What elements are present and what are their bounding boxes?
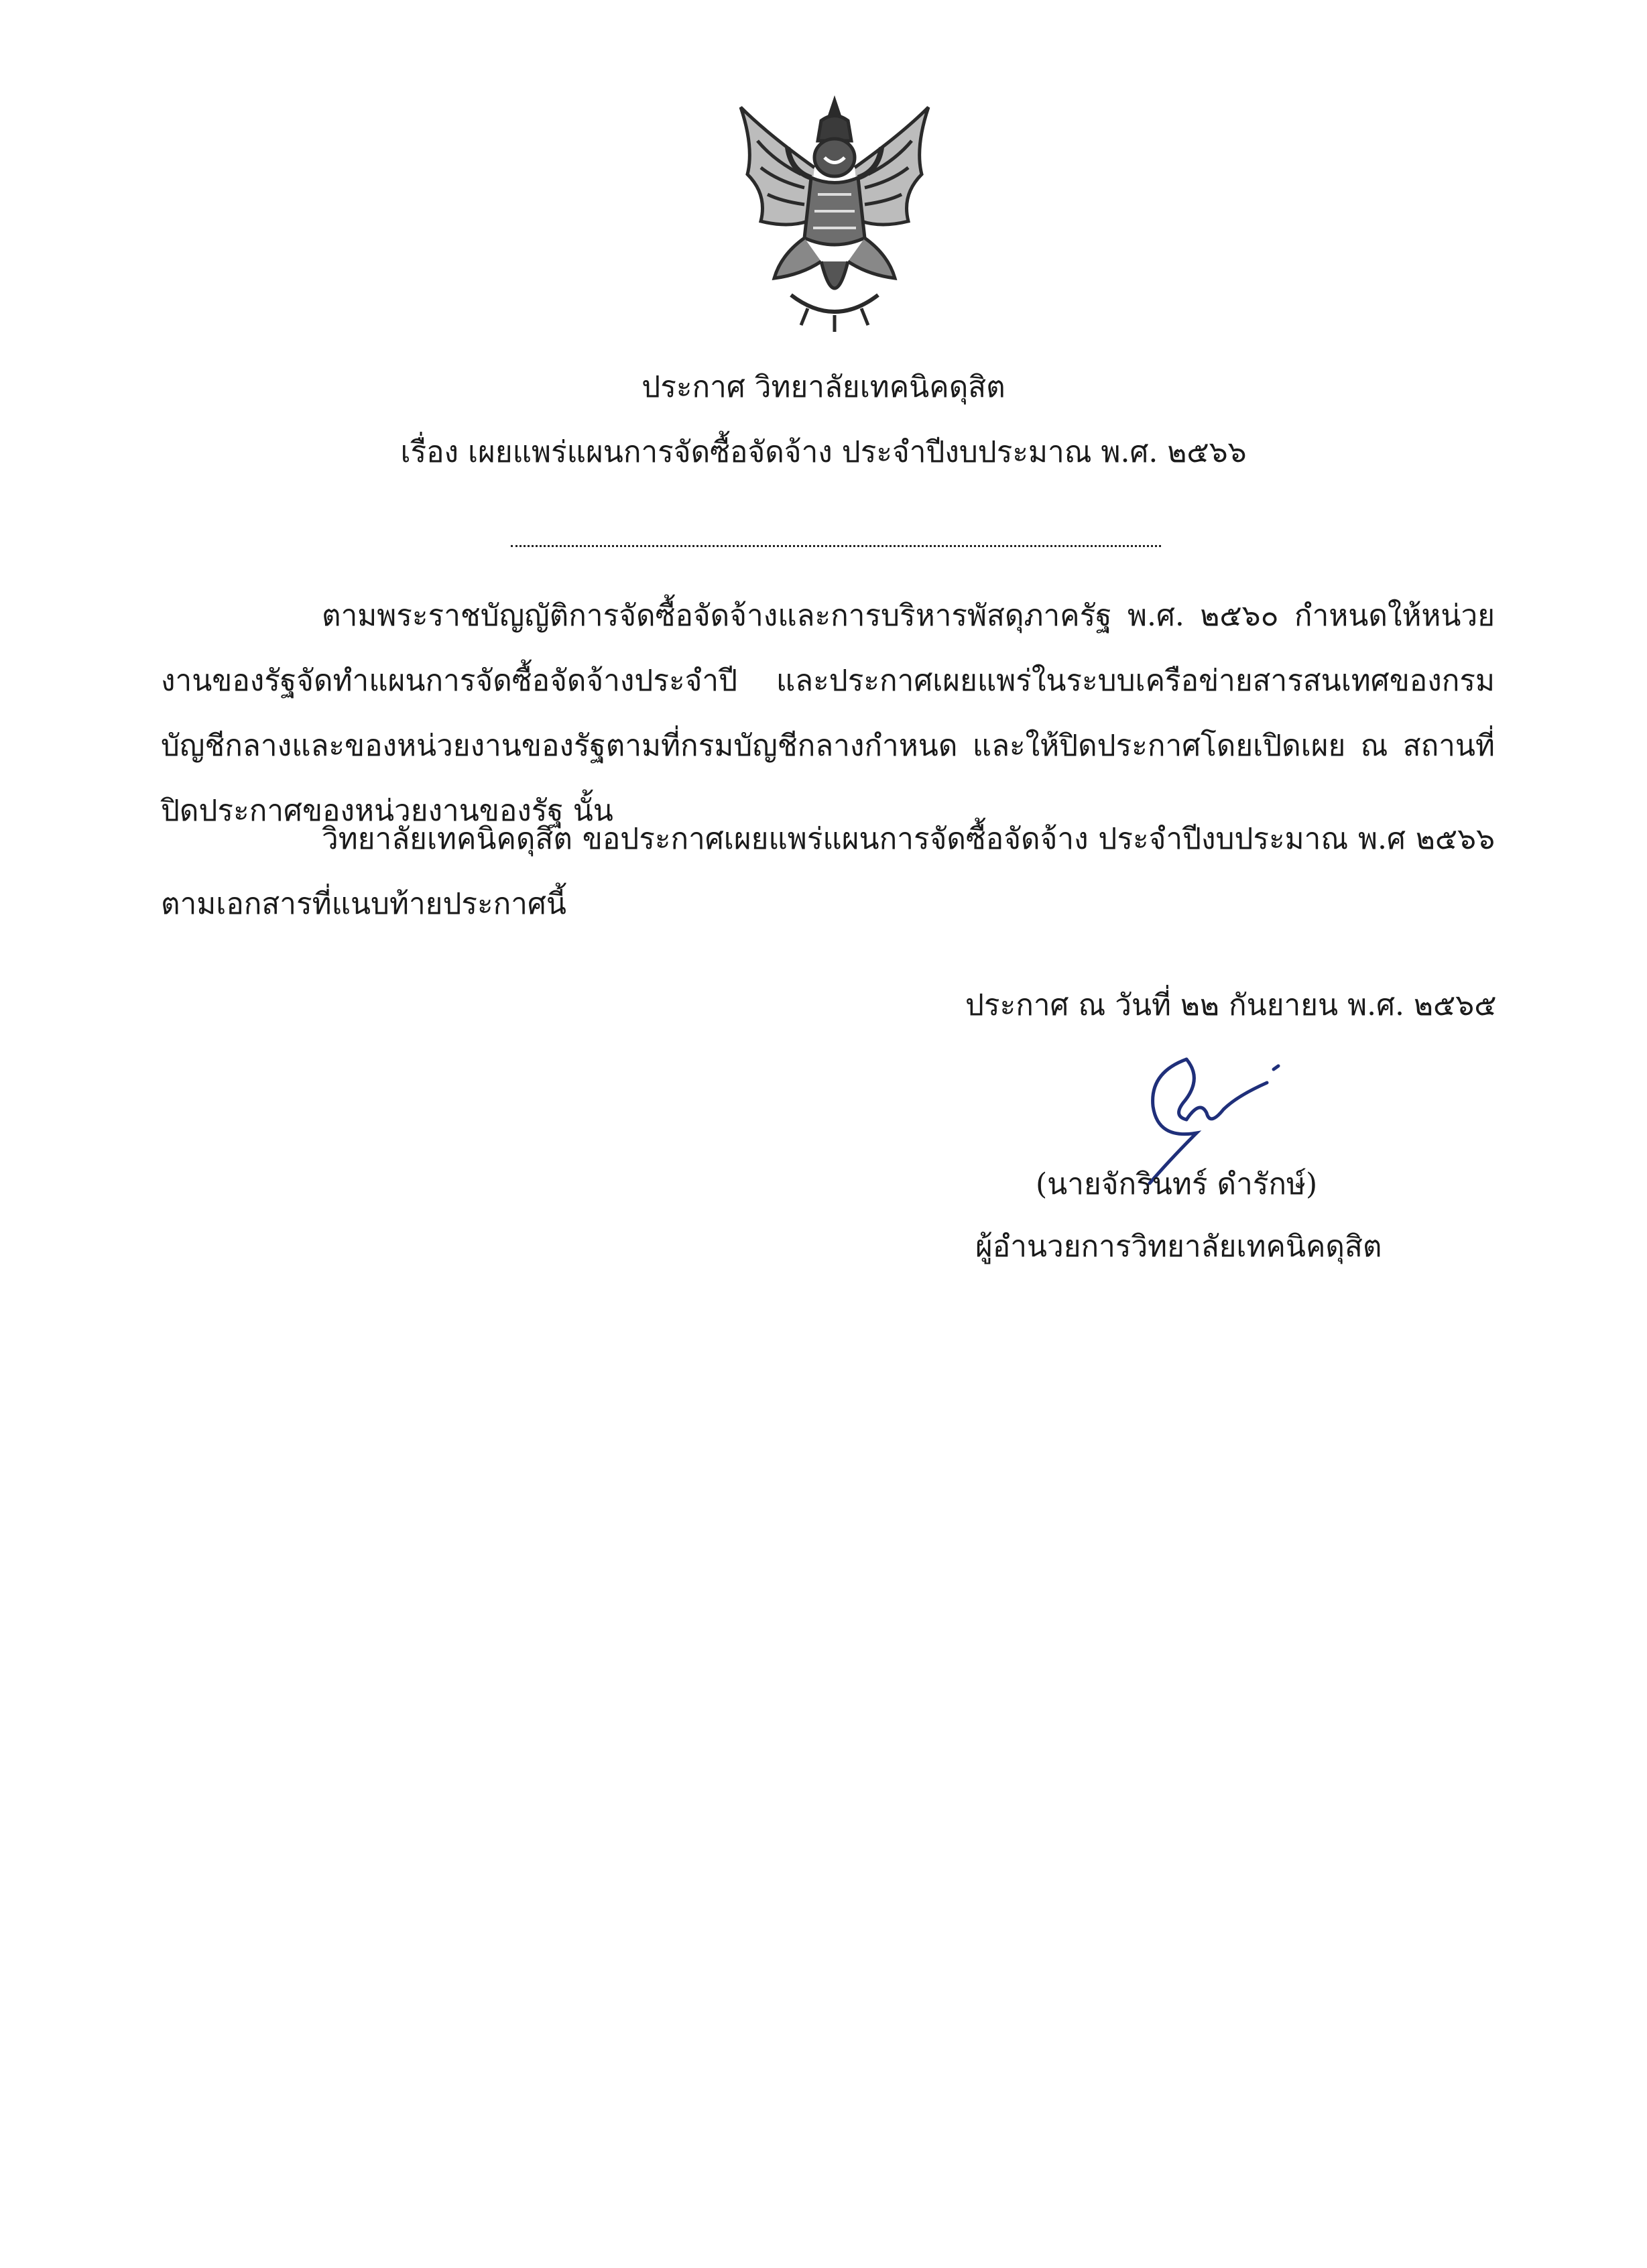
body-paragraph-1: ตามพระราชบัญญัติการจัดซื้อจัดจ้างและการบริหารพัสดุภาครัฐ พ.ศ. ๒๕๖๐ กำหนดให้หน่วยงานของรัฐจัดทำแผนการจัดซื้อจัดจ้างประจำปี และประกาศเผยแพร่ในระบบเครือข่ายสารสนเทศของกรมบัญชีกลางและของหน่วยงานของรัฐตามที่กรมบัญชีกลางกำหนด และให้ปิดประกาศโดยเปิดเผย ณ สถานที่ปิดประกาศของหน่วยงานของรัฐ นั้น bbox=[161, 599, 1495, 828]
body-paragraph-2: วิทยาลัยเทคนิคดุสิต ขอประกาศเผยแพร่แผนการจัดซื้อจัดจ้าง ประจำปีงบประมาณ พ.ศ ๒๕๖๖ ตามเอกสารที่แนบท้ายประกาศนี้ bbox=[161, 822, 1495, 921]
announcement-title: ประกาศ วิทยาลัยเทคนิคดุสิต bbox=[642, 370, 1005, 404]
garuda-emblem-icon bbox=[727, 94, 942, 335]
announcement-date: ประกาศ ณ วันที่ ๒๒ กันยายน พ.ศ. ๒๕๖๕ bbox=[965, 988, 1497, 1022]
signer-name: (นายจักรินทร์ ดำรักษ์) bbox=[1036, 1167, 1318, 1201]
announcement-subject: เรื่อง เผยแพร่แผนการจัดซื้อจัดจ้าง ประจำปีงบประมาณ พ.ศ. ๒๕๖๖ bbox=[400, 435, 1247, 469]
dotted-divider bbox=[511, 545, 1161, 547]
signer-position: ผู้อำนวยการวิทยาลัยเทคนิคดุสิต bbox=[975, 1230, 1382, 1264]
